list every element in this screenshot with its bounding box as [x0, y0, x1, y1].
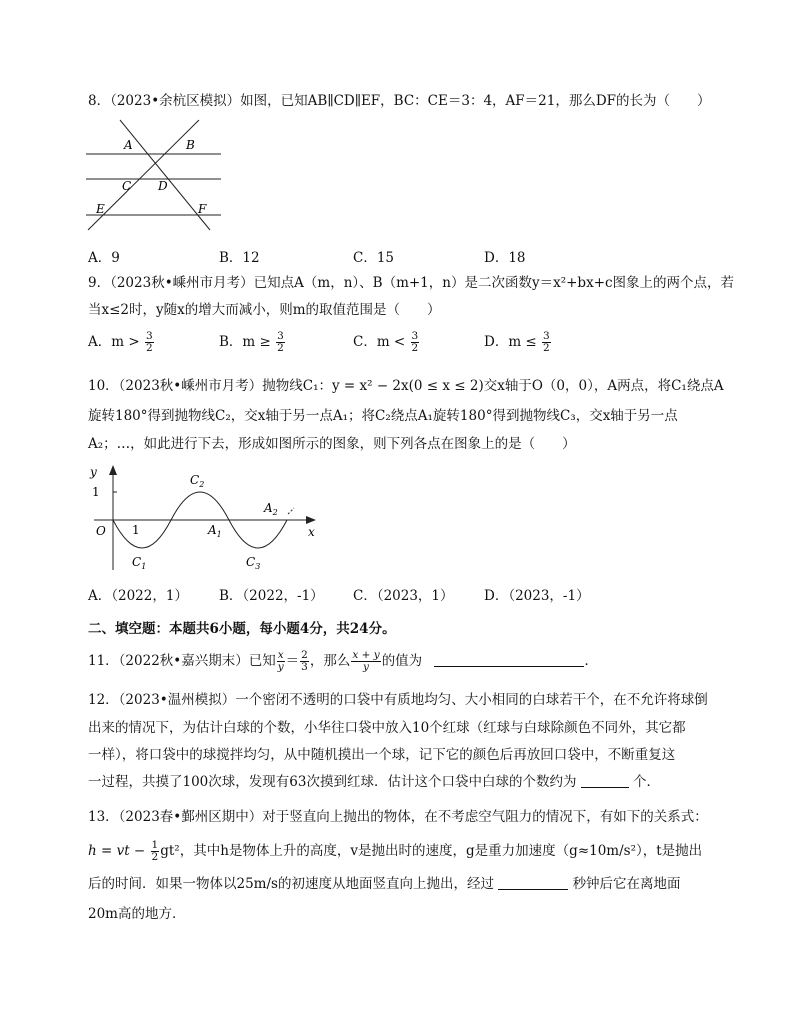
q9-option-c-fraction: $\frac{3}{2}$	[411, 330, 419, 354]
q13-line4: 20m高的地方．	[88, 906, 186, 922]
x-tick-1: 1	[132, 523, 140, 537]
origin-label: O	[96, 524, 106, 538]
label-a2: $A_2$	[264, 501, 278, 517]
q12-answer-blank[interactable]	[581, 773, 629, 788]
q12-line4-text: 一过程，共摸了100次球，发现有63次摸到红球．估计这个口袋中白球的个数约为	[88, 774, 577, 790]
q13-line1: 13．（2023春•鄞州区期中）对于竖直向上抛出的物体，在不考虑空气阻力的情况下，有如下的关系式：	[88, 809, 708, 825]
y-axis-label: y	[90, 465, 97, 479]
q12-line3: 一样），将口袋中的球搅拌均匀，从中随机摸出一个球，记下它的颜色后再放回口袋中，不断重复这	[88, 747, 676, 763]
q8-option-a[interactable]: A．9	[88, 250, 120, 266]
q11-equals: ＝	[285, 653, 300, 669]
q10-line3: A₂；…，如此进行下去，形成如图所示的图象，则下列各点在图象上的是（ ）	[88, 436, 576, 452]
q10-graph	[86, 462, 326, 577]
q11-fraction-23: $\frac{2}{3}$	[301, 649, 308, 673]
q13-line2	[88, 840, 702, 863]
section-heading: 二、填空题：本题共6小题，每小题4分，共24分。	[88, 621, 396, 637]
q9-line1: 9．（2023秋•嵊州市月考）已知点A（m，n）、B（m+1，n）是二次函数y＝x²+bx+c图象上的两个点，若	[88, 275, 735, 291]
x-axis-label: x	[308, 525, 315, 539]
q9-option-a[interactable]	[88, 330, 155, 354]
q9-option-b[interactable]	[219, 330, 286, 354]
q11-suffix: 的值为	[381, 653, 423, 669]
curve-c3	[229, 520, 287, 548]
q13-fraction-half: $\frac{1}{2}$	[151, 839, 159, 863]
label-F: F	[198, 202, 207, 216]
q10-option-b[interactable]: B．（2022，-1）	[219, 588, 324, 604]
label-D: D	[158, 179, 168, 193]
q12-line4	[88, 772, 660, 792]
y-tick-1: 1	[92, 485, 100, 499]
label-A: A	[124, 138, 133, 152]
q10-option-d[interactable]: D．（2023，-1）	[484, 588, 590, 604]
q9-option-d-fraction: $\frac{3}{2}$	[543, 330, 550, 354]
q10-option-c[interactable]: C．（2023，1）	[353, 588, 454, 604]
q11-fraction-xy: $\frac{x}{y}$	[277, 649, 284, 673]
q13-line3-text: 后的时间．如果一物体以25m/s的初速度从地面竖直向上抛出，经过	[88, 876, 494, 892]
q13-formula-start: h = vt −	[88, 843, 146, 859]
curve-c1	[113, 520, 171, 548]
q8-option-b[interactable]: B．12	[219, 250, 260, 266]
q11-fraction-sum: $\frac{x + y}{y}$	[352, 649, 380, 673]
q13-formula-rest: gt²，其中h是物体上升的高度，v是抛出时的速度，g是重力加速度（g≈10m/s²），t是抛出	[160, 843, 703, 859]
q9-option-c-prefix: C．m <	[353, 334, 406, 350]
q11-prefix: 11．（2022秋•嘉兴期末）已知	[88, 653, 276, 669]
q9-line2: 当x≤2时，y随x的增大而减小，则m的取值范围是（ ）	[88, 302, 441, 318]
label-E: E	[96, 202, 105, 216]
q12-line4-suffix: 个．	[633, 774, 661, 790]
q9-option-b-fraction: $\frac{3}{2}$	[277, 330, 284, 354]
q9-option-c[interactable]	[353, 330, 420, 354]
q11-mid: ，那么	[309, 653, 351, 669]
q13-answer-blank[interactable]	[498, 875, 568, 890]
label-C: C	[122, 179, 132, 193]
q9-option-d[interactable]	[484, 330, 552, 354]
label-c1: $C_1$	[132, 555, 147, 571]
curve-c2	[171, 492, 229, 520]
q8-text: 8．（2023•余杭区模拟）如图，已知AB∥CD∥EF，BC：CE＝3：4，AF＝21，那么DF的长为（ ）	[88, 93, 711, 109]
q11-text: 11．（2022秋•嘉兴期末）已知 $\frac{x}{y}$ ＝ $\frac{2}{3}$ ，那么 $\frac{x + y}{y}$ 的值为 ．	[88, 649, 598, 673]
q10-line2: 旋转180°得到抛物线C₂，交x轴于另一点A₁；将C₂绕点A₁旋转180°得到抛物线C₃，交x轴于另一点	[88, 408, 678, 424]
q8-option-d[interactable]: D．18	[484, 250, 526, 266]
q11-answer-blank[interactable]	[434, 652, 584, 667]
q8-option-c[interactable]: C．15	[353, 250, 395, 266]
q9-option-a-prefix: A．m >	[88, 334, 140, 350]
label-c3: $C_3$	[246, 555, 261, 571]
q10-option-a[interactable]: A．（2022，1）	[88, 588, 188, 604]
label-c2: $C_2$	[190, 473, 205, 489]
q13-line3-suffix: 秒钟后它在离地面	[572, 876, 681, 892]
label-a1: $A_1$	[208, 523, 222, 539]
label-B: B	[186, 138, 195, 152]
q8-figure	[86, 118, 226, 233]
q9-option-d-prefix: D．m ≤	[484, 334, 537, 350]
q9-option-b-prefix: B．m ≥	[219, 334, 271, 350]
q10-line1: 10．（2023秋•嵊州市月考）抛物线C₁：y = x² − 2x(0 ≤ x ≤ 2)交x轴于O（0，0），A两点，将C₁绕点A	[88, 378, 724, 394]
q13-line3	[88, 874, 681, 894]
q12-line1: 12．（2023•温州模拟）一个密闭不透明的口袋中有质地均匀、大小相同的白球若干个，在不允许将球倒	[88, 692, 708, 708]
q12-line2: 出来的情况下，为估计白球的个数，小华往口袋中放入10个红球（红球与白球除颜色不同外，其它都	[88, 720, 686, 736]
q9-option-a-fraction: $\frac{3}{2}$	[145, 330, 153, 354]
